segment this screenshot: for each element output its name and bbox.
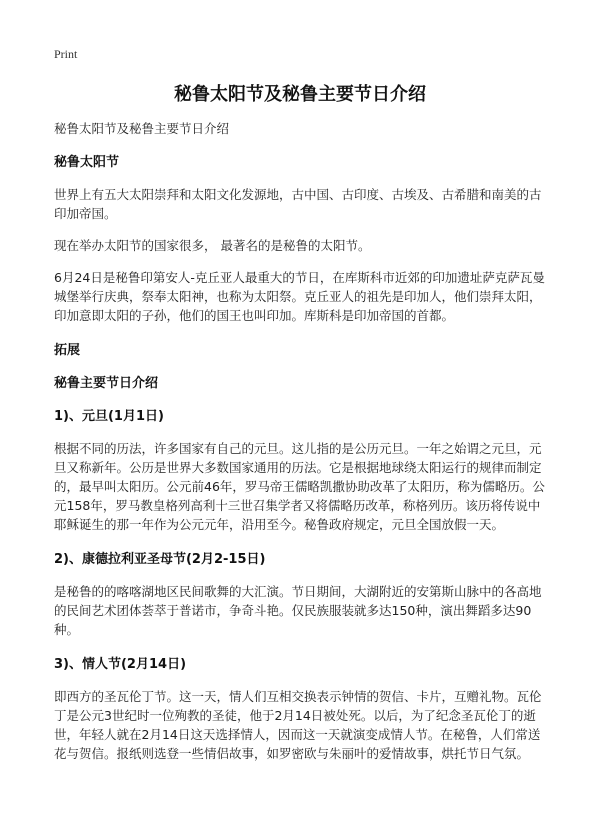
festival-text-valentines: 即西方的圣瓦伦丁节。这一天，情人们互相交换表示钟情的贺信、卡片，互赠礼物。瓦伦丁是公元3世纪时一位殉教的圣徒，他于2月14日被处死。以后，为了纪念圣瓦伦丁的逝世，年轻人就在2月14日这天选择情人，因而这一天就演变成情人节。在秘鲁，人们常送花与贺信。报纸则选登一些情侣故事，如罗密欧与朱丽叶的爱情故事，烘托节日气氛。 <box>54 689 542 761</box>
festival-heading-valentines: 3)、情人节(2月14日) <box>54 657 187 672</box>
festival-heading-new-year: 1)、元旦(1月1日) <box>54 409 164 424</box>
festival-text-candelaria: 是秘鲁的的喀喀湖地区民间歌舞的大汇演。节日期间，大湖附近的安第斯山脉中的各高地的民间艺术团体荟萃于普诺市，争奇斗艳。仅民族服装就多达150种，演出舞蹈多达90种。 <box>54 584 542 637</box>
section-heading-sun-festival: 秘鲁太阳节 <box>54 155 120 170</box>
document-subtitle: 秘鲁太阳节及秘鲁主要节日介绍 <box>54 121 230 136</box>
paragraph-sun-june24: 6月24日是秘鲁印第安人-克丘亚人最重大的节日，在库斯科市近郊的印加遗址萨克萨瓦曼城堡举行庆典，祭奉太阳神，也称为太阳祭。克丘亚人的祖先是印加人，他们崇拜太阳，印加意即太阳的子孙，他们的国王也叫印加。库斯科是印加帝国的首都。 <box>54 270 545 323</box>
section-heading-main-festivals: 秘鲁主要节日介绍 <box>54 376 159 391</box>
section-heading-extension: 拓展 <box>54 343 81 358</box>
paragraph-sun-origins: 世界上有五大太阳崇拜和太阳文化发源地，古中国、古印度、古埃及、古希腊和南美的古印加帝国。 <box>54 187 542 221</box>
document-body <box>54 119 548 763</box>
paragraph-sun-countries: 现在举办太阳节的国家很多， 最著名的是秘鲁的太阳节。 <box>54 238 371 253</box>
page-title: 秘鲁太阳节及秘鲁主要节日介绍 <box>174 84 426 105</box>
festival-text-new-year: 根据不同的历法，许多国家有自己的元旦。这儿指的是公历元旦。一年之始谓之元旦，元旦又称新年。公历是世界大多数国家通用的历法。它是根据地球绕太阳运行的规律而制定的，最早叫太阳历。公元前46年，罗马帝王儒略凯撒协助改革了太阳历，称为儒略历。公元158年，罗马教皇格列高利十三世召集学者又将儒略历改革，称格列历。该历将传说中耶稣诞生的那一年作为公元元年，沿用至今。秘鲁政府规定，元旦全国放假一天。 <box>54 441 545 532</box>
print-link[interactable]: Print <box>54 47 78 61</box>
festival-heading-candelaria: 2)、康德拉利亚圣母节(2月2-15日) <box>54 552 266 567</box>
